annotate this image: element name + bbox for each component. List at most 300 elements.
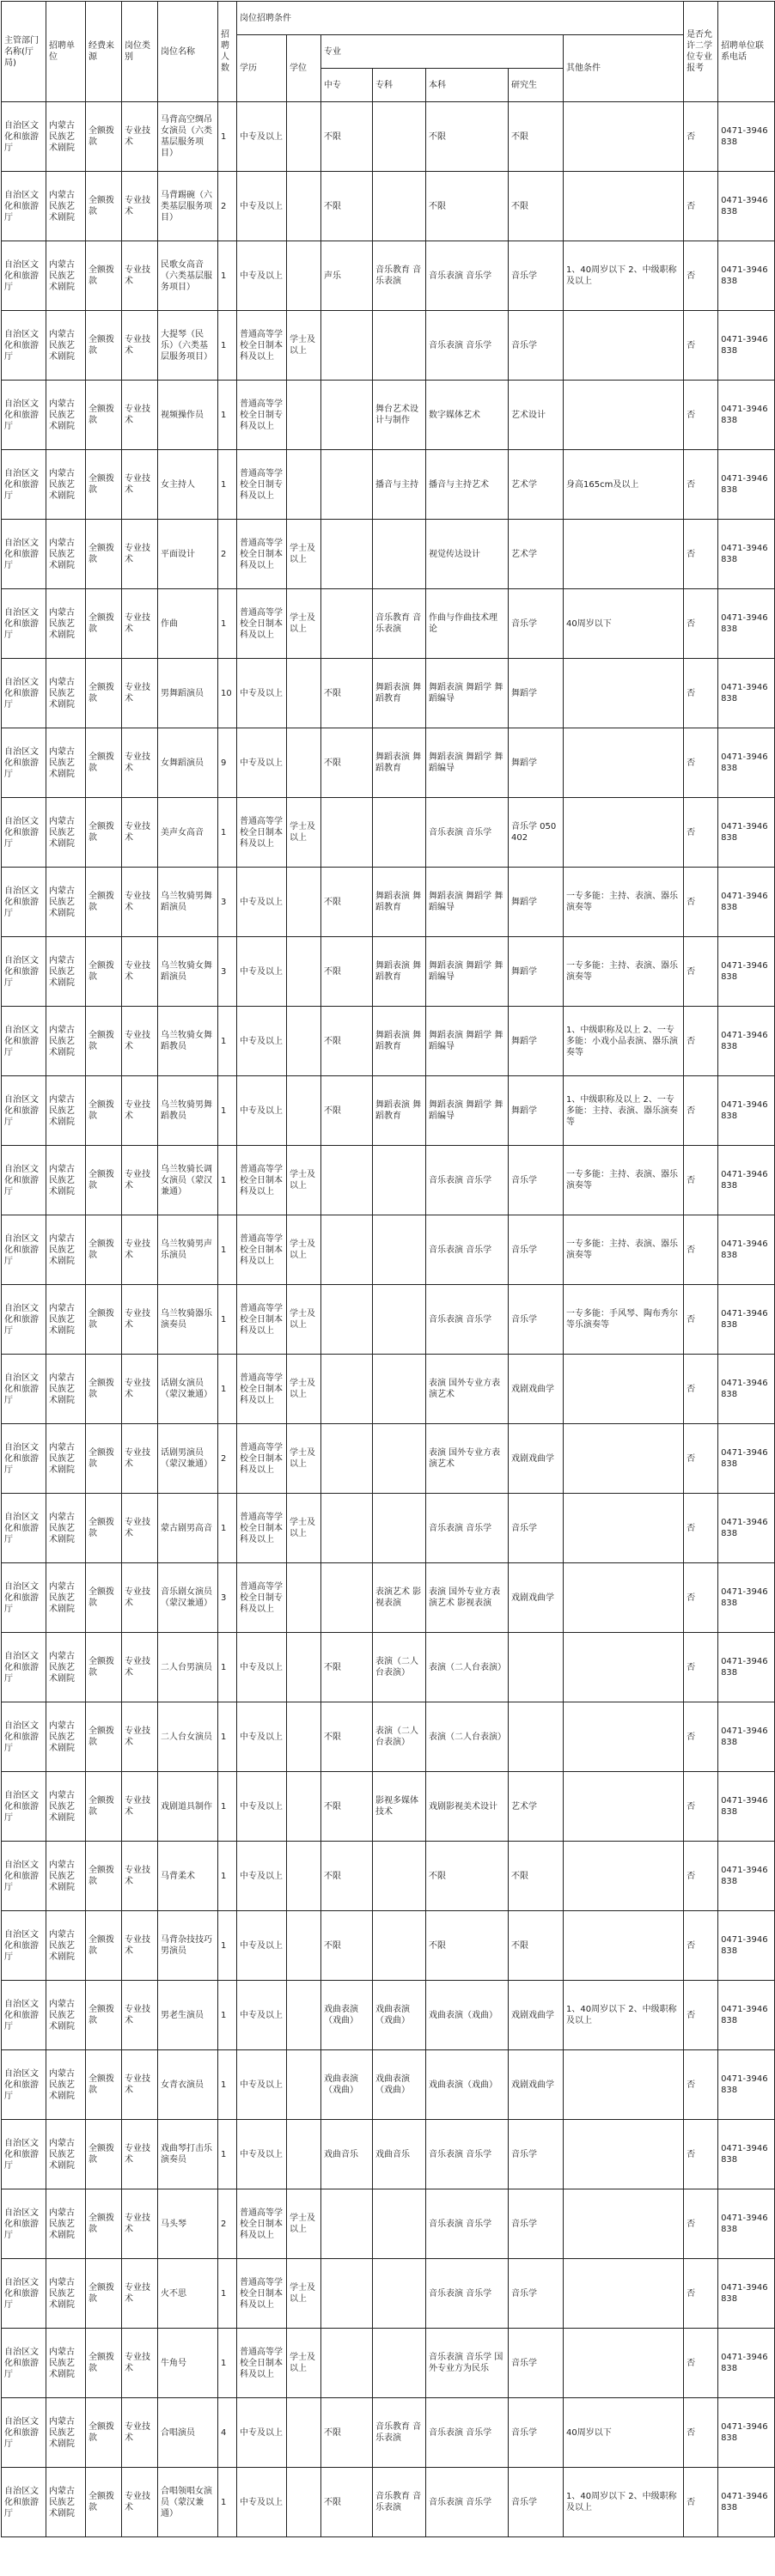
cell-education: 中专及以上 (237, 172, 287, 241)
cell-zhongzhuan: 戏曲表演（戏曲） (321, 2050, 373, 2120)
cell-funding: 全额拨款 (86, 1563, 122, 1633)
cell-second-degree: 否 (684, 1076, 718, 1146)
table-row (2, 1355, 775, 1424)
cell-post: 话剧男演员（蒙汉兼通） (158, 1424, 218, 1494)
cell-zhongzhuan: 不限 (321, 1911, 373, 1981)
cell-contact: 0471-3946838 (718, 1981, 775, 2050)
cell-num: 1 (218, 1633, 237, 1702)
cell-category: 专业技术 (122, 450, 158, 520)
cell-zhongzhuan (321, 1355, 373, 1424)
cell-contact: 0471-3946838 (718, 2398, 775, 2468)
cell-post: 马头琴 (158, 2189, 218, 2259)
cell-contact: 0471-3946838 (718, 1355, 775, 1424)
cell-zhuanke (373, 1146, 426, 1215)
cell-degree (287, 1007, 321, 1076)
cell-degree (287, 172, 321, 241)
header-other: 其他条件 (564, 35, 684, 102)
cell-benke: 表演 国外专业方表演艺术 (426, 1355, 509, 1424)
cell-funding: 全额拨款 (86, 1633, 122, 1702)
cell-zhuanke: 音乐教育 音乐表演 (373, 2468, 426, 2537)
cell-yanjiusheng: 舞蹈学 (509, 728, 564, 798)
cell-benke: 表演（二人台表演） (426, 1702, 509, 1772)
cell-education: 中专及以上 (237, 241, 287, 311)
cell-dept: 自治区文化和旅游厅 (2, 1285, 46, 1355)
cell-degree (287, 2398, 321, 2468)
cell-category: 专业技术 (122, 1285, 158, 1355)
cell-zhuanke: 表演（二人台表演） (373, 1633, 426, 1702)
cell-funding: 全额拨款 (86, 1702, 122, 1772)
cell-education: 中专及以上 (237, 868, 287, 937)
cell-education: 普通高等学校全日制专科及以上 (237, 1563, 287, 1633)
cell-degree (287, 2120, 321, 2189)
cell-zhuanke (373, 2189, 426, 2259)
cell-contact: 0471-3946838 (718, 381, 775, 450)
cell-degree (287, 1911, 321, 1981)
cell-yanjiusheng: 音乐学 (509, 589, 564, 659)
cell-benke: 舞蹈表演 舞蹈学 舞蹈编导 (426, 868, 509, 937)
cell-degree (287, 1633, 321, 1702)
cell-unit: 内蒙古民族艺术剧院 (46, 1702, 86, 1772)
cell-funding: 全额拨款 (86, 520, 122, 589)
cell-num: 1 (218, 1911, 237, 1981)
cell-dept: 自治区文化和旅游厅 (2, 1076, 46, 1146)
cell-second-degree: 否 (684, 1146, 718, 1215)
cell-zhuanke (373, 520, 426, 589)
cell-education: 普通高等学校全日制本科及以上 (237, 1146, 287, 1215)
cell-second-degree: 否 (684, 1494, 718, 1563)
header-second-degree: 是否允许二学位专业报考 (684, 2, 718, 102)
cell-other: 1、中级职称及以上 2、一专多能：小戏小品表演、器乐演奏等 (564, 1007, 684, 1076)
cell-benke: 音乐表演 音乐学 (426, 2120, 509, 2189)
cell-category: 专业技术 (122, 1007, 158, 1076)
cell-contact: 0471-3946838 (718, 450, 775, 520)
cell-education: 中专及以上 (237, 2468, 287, 2537)
cell-second-degree: 否 (684, 1842, 718, 1911)
cell-zhuanke: 音乐教育 音乐表演 (373, 589, 426, 659)
cell-funding: 全额拨款 (86, 798, 122, 868)
cell-other: 40周岁以下 (564, 589, 684, 659)
cell-num: 3 (218, 1563, 237, 1633)
cell-yanjiusheng: 舞蹈学 (509, 937, 564, 1007)
cell-post: 马背柔术 (158, 1842, 218, 1911)
cell-degree: 学士及以上 (287, 589, 321, 659)
cell-education: 普通高等学校全日制专科及以上 (237, 381, 287, 450)
cell-post: 牛角号 (158, 2329, 218, 2398)
cell-contact: 0471-3946838 (718, 1563, 775, 1633)
cell-degree (287, 1842, 321, 1911)
table-row (2, 1772, 775, 1842)
cell-benke: 舞蹈表演 舞蹈学 舞蹈编导 (426, 1007, 509, 1076)
cell-num: 1 (218, 1215, 237, 1285)
cell-benke: 表演（二人台表演） (426, 1633, 509, 1702)
cell-zhuanke: 播音与主持 (373, 450, 426, 520)
cell-other (564, 728, 684, 798)
cell-dept: 自治区文化和旅游厅 (2, 1633, 46, 1702)
table-row (2, 520, 775, 589)
cell-benke: 表演 国外专业方表演艺术 (426, 1424, 509, 1494)
cell-education: 中专及以上 (237, 1842, 287, 1911)
cell-zhongzhuan: 不限 (321, 2398, 373, 2468)
cell-other (564, 2120, 684, 2189)
cell-contact: 0471-3946838 (718, 2120, 775, 2189)
cell-degree: 学士及以上 (287, 1494, 321, 1563)
cell-education: 中专及以上 (237, 1007, 287, 1076)
cell-post: 乌兰牧骑器乐演奏员 (158, 1285, 218, 1355)
cell-category: 专业技术 (122, 798, 158, 868)
cell-degree (287, 1772, 321, 1842)
cell-yanjiusheng: 音乐学 (509, 241, 564, 311)
cell-num: 1 (218, 798, 237, 868)
cell-second-degree: 否 (684, 1355, 718, 1424)
cell-num: 2 (218, 172, 237, 241)
cell-unit: 内蒙古民族艺术剧院 (46, 1633, 86, 1702)
cell-other (564, 1772, 684, 1842)
cell-zhuanke: 舞蹈表演 舞蹈教育 (373, 1076, 426, 1146)
cell-zhongzhuan (321, 2189, 373, 2259)
cell-other: 40周岁以下 (564, 2398, 684, 2468)
cell-other: 一专多能：手风琴、陶布秀尔等乐演奏等 (564, 1285, 684, 1355)
cell-funding: 全额拨款 (86, 1981, 122, 2050)
cell-zhongzhuan (321, 311, 373, 381)
table-row (2, 1215, 775, 1285)
cell-education: 普通高等学校全日制专科及以上 (237, 450, 287, 520)
cell-category: 专业技术 (122, 2468, 158, 2537)
cell-degree (287, 1702, 321, 1772)
cell-second-degree: 否 (684, 1285, 718, 1355)
cell-second-degree: 否 (684, 2398, 718, 2468)
cell-unit: 内蒙古民族艺术剧院 (46, 1563, 86, 1633)
cell-zhongzhuan (321, 1563, 373, 1633)
table-row (2, 241, 775, 311)
cell-post: 话剧女演员（蒙汉兼通） (158, 1355, 218, 1424)
cell-zhuanke (373, 311, 426, 381)
cell-second-degree: 否 (684, 450, 718, 520)
cell-category: 专业技术 (122, 1633, 158, 1702)
cell-dept: 自治区文化和旅游厅 (2, 1215, 46, 1285)
table-row (2, 937, 775, 1007)
table-row (2, 1842, 775, 1911)
cell-education: 普通高等学校全日制本科及以上 (237, 2329, 287, 2398)
cell-dept: 自治区文化和旅游厅 (2, 1355, 46, 1424)
cell-degree: 学士及以上 (287, 798, 321, 868)
cell-benke: 播音与主持艺术 (426, 450, 509, 520)
cell-dept: 自治区文化和旅游厅 (2, 1007, 46, 1076)
cell-post: 视频操作员 (158, 381, 218, 450)
table-row (2, 798, 775, 868)
header-major: 专业 (321, 35, 564, 69)
cell-zhongzhuan (321, 381, 373, 450)
cell-contact: 0471-3946838 (718, 1633, 775, 1702)
cell-dept: 自治区文化和旅游厅 (2, 2189, 46, 2259)
cell-funding: 全额拨款 (86, 1842, 122, 1911)
cell-unit: 内蒙古民族艺术剧院 (46, 1981, 86, 2050)
cell-zhongzhuan (321, 450, 373, 520)
cell-dept: 自治区文化和旅游厅 (2, 868, 46, 937)
cell-benke: 音乐表演 音乐学 (426, 1215, 509, 1285)
cell-education: 中专及以上 (237, 102, 287, 172)
cell-funding: 全额拨款 (86, 241, 122, 311)
cell-second-degree: 否 (684, 1215, 718, 1285)
cell-yanjiusheng: 戏剧戏曲学 (509, 1563, 564, 1633)
cell-category: 专业技术 (122, 1355, 158, 1424)
cell-num: 1 (218, 241, 237, 311)
cell-contact: 0471-3946838 (718, 1215, 775, 1285)
cell-other (564, 2329, 684, 2398)
cell-dept: 自治区文化和旅游厅 (2, 450, 46, 520)
cell-category: 专业技术 (122, 2050, 158, 2120)
cell-benke: 音乐表演 音乐学 (426, 2259, 509, 2329)
cell-zhongzhuan (321, 2259, 373, 2329)
cell-second-degree: 否 (684, 2050, 718, 2120)
cell-unit: 内蒙古民族艺术剧院 (46, 589, 86, 659)
header-education: 学历 (237, 35, 287, 102)
cell-benke: 音乐表演 音乐学 (426, 798, 509, 868)
cell-dept: 自治区文化和旅游厅 (2, 1424, 46, 1494)
table-row (2, 1076, 775, 1146)
cell-benke: 音乐表演 音乐学 (426, 1146, 509, 1215)
cell-contact: 0471-3946838 (718, 659, 775, 728)
cell-num: 3 (218, 937, 237, 1007)
table-row (2, 311, 775, 381)
table-row (2, 172, 775, 241)
cell-post: 戏曲琴打击乐演奏员 (158, 2120, 218, 2189)
cell-num: 1 (218, 1076, 237, 1146)
cell-zhongzhuan (321, 2329, 373, 2398)
cell-num: 1 (218, 1355, 237, 1424)
cell-second-degree: 否 (684, 2259, 718, 2329)
cell-zhongzhuan: 不限 (321, 937, 373, 1007)
cell-zhuanke (373, 1424, 426, 1494)
cell-funding: 全额拨款 (86, 937, 122, 1007)
cell-education: 普通高等学校全日制本科及以上 (237, 1355, 287, 1424)
cell-yanjiusheng: 不限 (509, 1842, 564, 1911)
cell-education: 中专及以上 (237, 1772, 287, 1842)
cell-post: 马背高空绸吊女演员（六类基层服务项目） (158, 102, 218, 172)
cell-funding: 全额拨款 (86, 1215, 122, 1285)
cell-yanjiusheng: 音乐学 (509, 2329, 564, 2398)
cell-degree (287, 937, 321, 1007)
cell-num: 1 (218, 102, 237, 172)
cell-degree (287, 659, 321, 728)
cell-other (564, 2050, 684, 2120)
cell-category: 专业技术 (122, 659, 158, 728)
cell-post: 男老生演员 (158, 1981, 218, 2050)
cell-num: 2 (218, 1424, 237, 1494)
cell-category: 专业技术 (122, 937, 158, 1007)
cell-num: 1 (218, 1146, 237, 1215)
table-row (2, 1563, 775, 1633)
table-row (2, 2398, 775, 2468)
cell-num: 1 (218, 311, 237, 381)
cell-contact: 0471-3946838 (718, 102, 775, 172)
cell-zhuanke (373, 1494, 426, 1563)
cell-other (564, 1633, 684, 1702)
cell-second-degree: 否 (684, 520, 718, 589)
cell-unit: 内蒙古民族艺术剧院 (46, 520, 86, 589)
cell-education: 普通高等学校全日制本科及以上 (237, 1424, 287, 1494)
cell-second-degree: 否 (684, 2329, 718, 2398)
cell-unit: 内蒙古民族艺术剧院 (46, 1772, 86, 1842)
cell-degree: 学士及以上 (287, 1285, 321, 1355)
cell-dept: 自治区文化和旅游厅 (2, 2329, 46, 2398)
cell-benke: 不限 (426, 1911, 509, 1981)
cell-degree: 学士及以上 (287, 2329, 321, 2398)
cell-num: 3 (218, 868, 237, 937)
cell-contact: 0471-3946838 (718, 1285, 775, 1355)
cell-zhongzhuan: 不限 (321, 1702, 373, 1772)
cell-unit: 内蒙古民族艺术剧院 (46, 172, 86, 241)
cell-benke: 舞蹈表演 舞蹈学 舞蹈编导 (426, 659, 509, 728)
cell-zhongzhuan: 不限 (321, 659, 373, 728)
cell-other (564, 311, 684, 381)
cell-zhuanke: 表演艺术 影视表演 (373, 1563, 426, 1633)
cell-other (564, 1702, 684, 1772)
cell-other (564, 1911, 684, 1981)
cell-contact: 0471-3946838 (718, 1702, 775, 1772)
cell-dept: 自治区文化和旅游厅 (2, 1772, 46, 1842)
cell-dept: 自治区文化和旅游厅 (2, 241, 46, 311)
cell-other: 一专多能：主持、表演、器乐演奏等 (564, 1146, 684, 1215)
cell-zhuanke (373, 1285, 426, 1355)
cell-post: 蒙古剧男高音 (158, 1494, 218, 1563)
cell-category: 专业技术 (122, 1911, 158, 1981)
table-row (2, 659, 775, 728)
cell-second-degree: 否 (684, 1772, 718, 1842)
table-row (2, 1424, 775, 1494)
cell-funding: 全额拨款 (86, 172, 122, 241)
table-row (2, 1981, 775, 2050)
cell-benke: 音乐表演 音乐学 (426, 241, 509, 311)
cell-degree: 学士及以上 (287, 1215, 321, 1285)
cell-contact: 0471-3946838 (718, 1007, 775, 1076)
cell-zhuanke (373, 1911, 426, 1981)
cell-degree (287, 728, 321, 798)
cell-category: 专业技术 (122, 241, 158, 311)
cell-zhuanke: 舞蹈表演 舞蹈教育 (373, 728, 426, 798)
cell-dept: 自治区文化和旅游厅 (2, 1494, 46, 1563)
cell-num: 1 (218, 1007, 237, 1076)
cell-other: 身高165cm及以上 (564, 450, 684, 520)
cell-yanjiusheng: 音乐学 (509, 2120, 564, 2189)
cell-yanjiusheng: 不限 (509, 102, 564, 172)
cell-second-degree: 否 (684, 1981, 718, 2050)
cell-contact: 0471-3946838 (718, 241, 775, 311)
cell-benke: 作曲与作曲技术理论 (426, 589, 509, 659)
cell-funding: 全额拨款 (86, 1911, 122, 1981)
cell-second-degree: 否 (684, 659, 718, 728)
cell-num: 1 (218, 1494, 237, 1563)
table-row (2, 2050, 775, 2120)
cell-degree (287, 450, 321, 520)
cell-education: 普通高等学校全日制本科及以上 (237, 2189, 287, 2259)
cell-education: 中专及以上 (237, 2398, 287, 2468)
cell-zhuanke (373, 172, 426, 241)
cell-dept: 自治区文化和旅游厅 (2, 937, 46, 1007)
table-row (2, 1146, 775, 1215)
cell-num: 1 (218, 1842, 237, 1911)
cell-funding: 全额拨款 (86, 2468, 122, 2537)
cell-degree: 学士及以上 (287, 1424, 321, 1494)
cell-benke: 音乐表演 音乐学 (426, 2468, 509, 2537)
cell-category: 专业技术 (122, 1076, 158, 1146)
cell-yanjiusheng: 不限 (509, 172, 564, 241)
cell-unit: 内蒙古民族艺术剧院 (46, 1215, 86, 1285)
cell-zhuanke (373, 1215, 426, 1285)
cell-degree (287, 2050, 321, 2120)
cell-dept: 自治区文化和旅游厅 (2, 311, 46, 381)
cell-yanjiusheng: 音乐学 (509, 1285, 564, 1355)
cell-yanjiusheng: 音乐学 (509, 311, 564, 381)
cell-yanjiusheng: 音乐学 (509, 1146, 564, 1215)
table-row (2, 2189, 775, 2259)
cell-benke: 表演 国外专业方表演艺术 影视表演 (426, 1563, 509, 1633)
cell-second-degree: 否 (684, 311, 718, 381)
cell-second-degree: 否 (684, 798, 718, 868)
cell-category: 专业技术 (122, 2189, 158, 2259)
cell-other (564, 659, 684, 728)
header-row-1 (2, 2, 775, 35)
cell-education: 普通高等学校全日制本科及以上 (237, 2259, 287, 2329)
cell-yanjiusheng: 戏剧戏曲学 (509, 2050, 564, 2120)
cell-post: 美声女高音 (158, 798, 218, 868)
cell-degree (287, 1981, 321, 2050)
header-category: 岗位类别 (122, 2, 158, 102)
cell-num: 2 (218, 520, 237, 589)
cell-dept: 自治区文化和旅游厅 (2, 1146, 46, 1215)
cell-contact: 0471-3946838 (718, 937, 775, 1007)
cell-second-degree: 否 (684, 1911, 718, 1981)
cell-contact: 0471-3946838 (718, 1911, 775, 1981)
cell-contact: 0471-3946838 (718, 2189, 775, 2259)
cell-other: 1、40周岁以下 2、中级职称及以上 (564, 2468, 684, 2537)
cell-zhuanke: 戏曲音乐 (373, 2120, 426, 2189)
cell-zhongzhuan (321, 1146, 373, 1215)
recruitment-table (1, 1, 775, 2537)
cell-second-degree: 否 (684, 2189, 718, 2259)
cell-num: 9 (218, 728, 237, 798)
cell-second-degree: 否 (684, 1702, 718, 1772)
cell-category: 专业技术 (122, 1424, 158, 1494)
cell-zhongzhuan: 不限 (321, 172, 373, 241)
cell-post: 乌兰牧骑女舞蹈演员 (158, 937, 218, 1007)
cell-funding: 全额拨款 (86, 2050, 122, 2120)
cell-unit: 内蒙古民族艺术剧院 (46, 1424, 86, 1494)
cell-zhongzhuan: 不限 (321, 1842, 373, 1911)
cell-dept: 自治区文化和旅游厅 (2, 728, 46, 798)
cell-funding: 全额拨款 (86, 1285, 122, 1355)
cell-unit: 内蒙古民族艺术剧院 (46, 1007, 86, 1076)
cell-unit: 内蒙古民族艺术剧院 (46, 659, 86, 728)
cell-second-degree: 否 (684, 1563, 718, 1633)
header-contact: 招聘单位联系电话 (718, 2, 775, 102)
cell-post: 合唱演员 (158, 2398, 218, 2468)
cell-post: 火不思 (158, 2259, 218, 2329)
cell-zhuanke: 舞蹈表演 舞蹈教育 (373, 659, 426, 728)
header-zhongzhuan: 中专 (321, 69, 373, 102)
cell-zhongzhuan: 不限 (321, 102, 373, 172)
cell-num: 1 (218, 2468, 237, 2537)
cell-education: 普通高等学校全日制本科及以上 (237, 520, 287, 589)
cell-yanjiusheng: 戏剧戏曲学 (509, 1424, 564, 1494)
cell-contact: 0471-3946838 (718, 589, 775, 659)
cell-zhongzhuan: 不限 (321, 2468, 373, 2537)
table-row (2, 1702, 775, 1772)
header-benke: 本科 (426, 69, 509, 102)
cell-zhongzhuan: 不限 (321, 1633, 373, 1702)
cell-other (564, 172, 684, 241)
cell-dept: 自治区文化和旅游厅 (2, 1911, 46, 1981)
cell-second-degree: 否 (684, 589, 718, 659)
